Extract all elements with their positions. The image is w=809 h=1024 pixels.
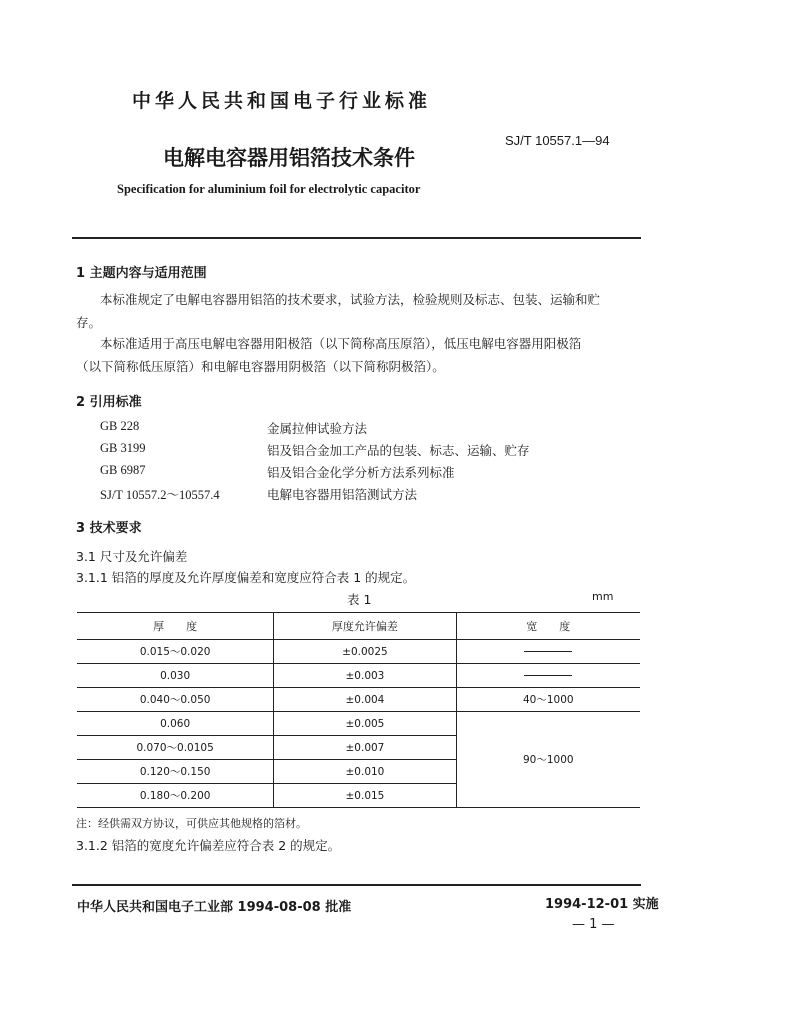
cell-thickness: 0.030 (77, 664, 274, 688)
ref-title: 金属拉伸试验方法 (267, 421, 368, 436)
table1 (77, 612, 640, 808)
cell-thickness: 0.070～0.0105 (77, 736, 274, 760)
ref-code: GB 6987 (100, 463, 146, 477)
industry-title: 中华人民共和国电子行业标准 (132, 90, 432, 112)
cell-width: 40～1000 (456, 688, 640, 712)
table-row (77, 688, 640, 712)
ref-code: GB 3199 (100, 441, 146, 455)
section1-para1-line1: 本标准规定了电解电容器用铝箔的技术要求，试验方法，检验规则及标志、包装、运输和贮 (100, 292, 601, 307)
english-title: Specification for aluminium foil for electrolytic capacitor (117, 182, 421, 196)
cell-thickness: 0.180～0.200 (77, 784, 274, 808)
table-row (77, 712, 640, 736)
section1-para1-line2: 存。 (76, 315, 102, 330)
cell-tolerance: ±0.003 (274, 664, 456, 688)
section1-para2-line1: 本标准适用于高压电解电容器用阳极箔（以下简称高压原箔），低压电解电容器用阳极箔 (100, 336, 582, 351)
footer-divider (72, 884, 641, 886)
table1-note: 注：经供需双方协议，可供应其他规格的箔材。 (76, 817, 307, 830)
section3-heading: 3 技术要求 (76, 521, 142, 536)
blank-dash (524, 675, 572, 676)
section1-heading: 1 主题内容与适用范围 (76, 266, 207, 281)
section2-heading: 2 引用标准 (76, 395, 142, 410)
subsection-3-1: 3.1 尺寸及允许偏差 (76, 549, 188, 564)
cell-tolerance: ±0.0025 (274, 640, 456, 664)
table-header-row (77, 613, 640, 640)
section1-para2-line2: （以下简称低压原箔）和电解电容器用阴极箔（以下简称阴极箔）。 (76, 359, 445, 374)
subsection-3-1-1: 3.1.1 铝箔的厚度及允许厚度偏差和宽度应符合表 1 的规定。 (76, 570, 416, 585)
document-title: 电解电容器用铝箔技术条件 (163, 146, 415, 170)
header-thickness: 厚 度 (77, 613, 274, 640)
blank-dash (524, 651, 572, 652)
page-number: — 1 — (572, 917, 615, 932)
cell-tolerance: ±0.004 (274, 688, 456, 712)
cell-tolerance: ±0.005 (274, 712, 456, 736)
cell-tolerance: ±0.010 (274, 760, 456, 784)
header-width: 宽 度 (456, 613, 640, 640)
table1-unit: mm (592, 590, 614, 603)
ref-title: 铝及铝合金加工产品的包装、标志、运输、贮存 (267, 443, 530, 458)
cell-thickness: 0.040～0.050 (77, 688, 274, 712)
header-thickness-tolerance: 厚度允许偏差 (274, 613, 456, 640)
cell-thickness: 0.120～0.150 (77, 760, 274, 784)
cell-tolerance: ±0.007 (274, 736, 456, 760)
ref-code: GB 228 (100, 419, 140, 433)
subsection-3-1-2: 3.1.2 铝箔的宽度允许偏差应符合表 2 的规定。 (76, 838, 341, 853)
ref-code: SJ/T 10557.2～10557.4 (100, 488, 220, 502)
standard-number: SJ/T 10557.1—94 (505, 133, 610, 148)
table-row (77, 640, 640, 664)
cell-thickness: 0.015～0.020 (77, 640, 274, 664)
ref-title: 铝及铝合金化学分析方法系列标准 (267, 465, 455, 480)
header-divider (72, 237, 641, 239)
cell-width-merged: 90～1000 (456, 712, 640, 808)
approval-line: 中华人民共和国电子工业部 1994-08-08 批准 (77, 900, 352, 915)
cell-thickness: 0.060 (77, 712, 274, 736)
cell-tolerance: ±0.015 (274, 784, 456, 808)
cell-width-blank (456, 640, 640, 664)
table-row (77, 664, 640, 688)
implementation-date: 1994-12-01 实施 (545, 897, 659, 912)
ref-title: 电解电容器用铝箔测试方法 (267, 487, 418, 502)
cell-width-blank (456, 664, 640, 688)
table1-caption: 表 1 (347, 592, 372, 607)
